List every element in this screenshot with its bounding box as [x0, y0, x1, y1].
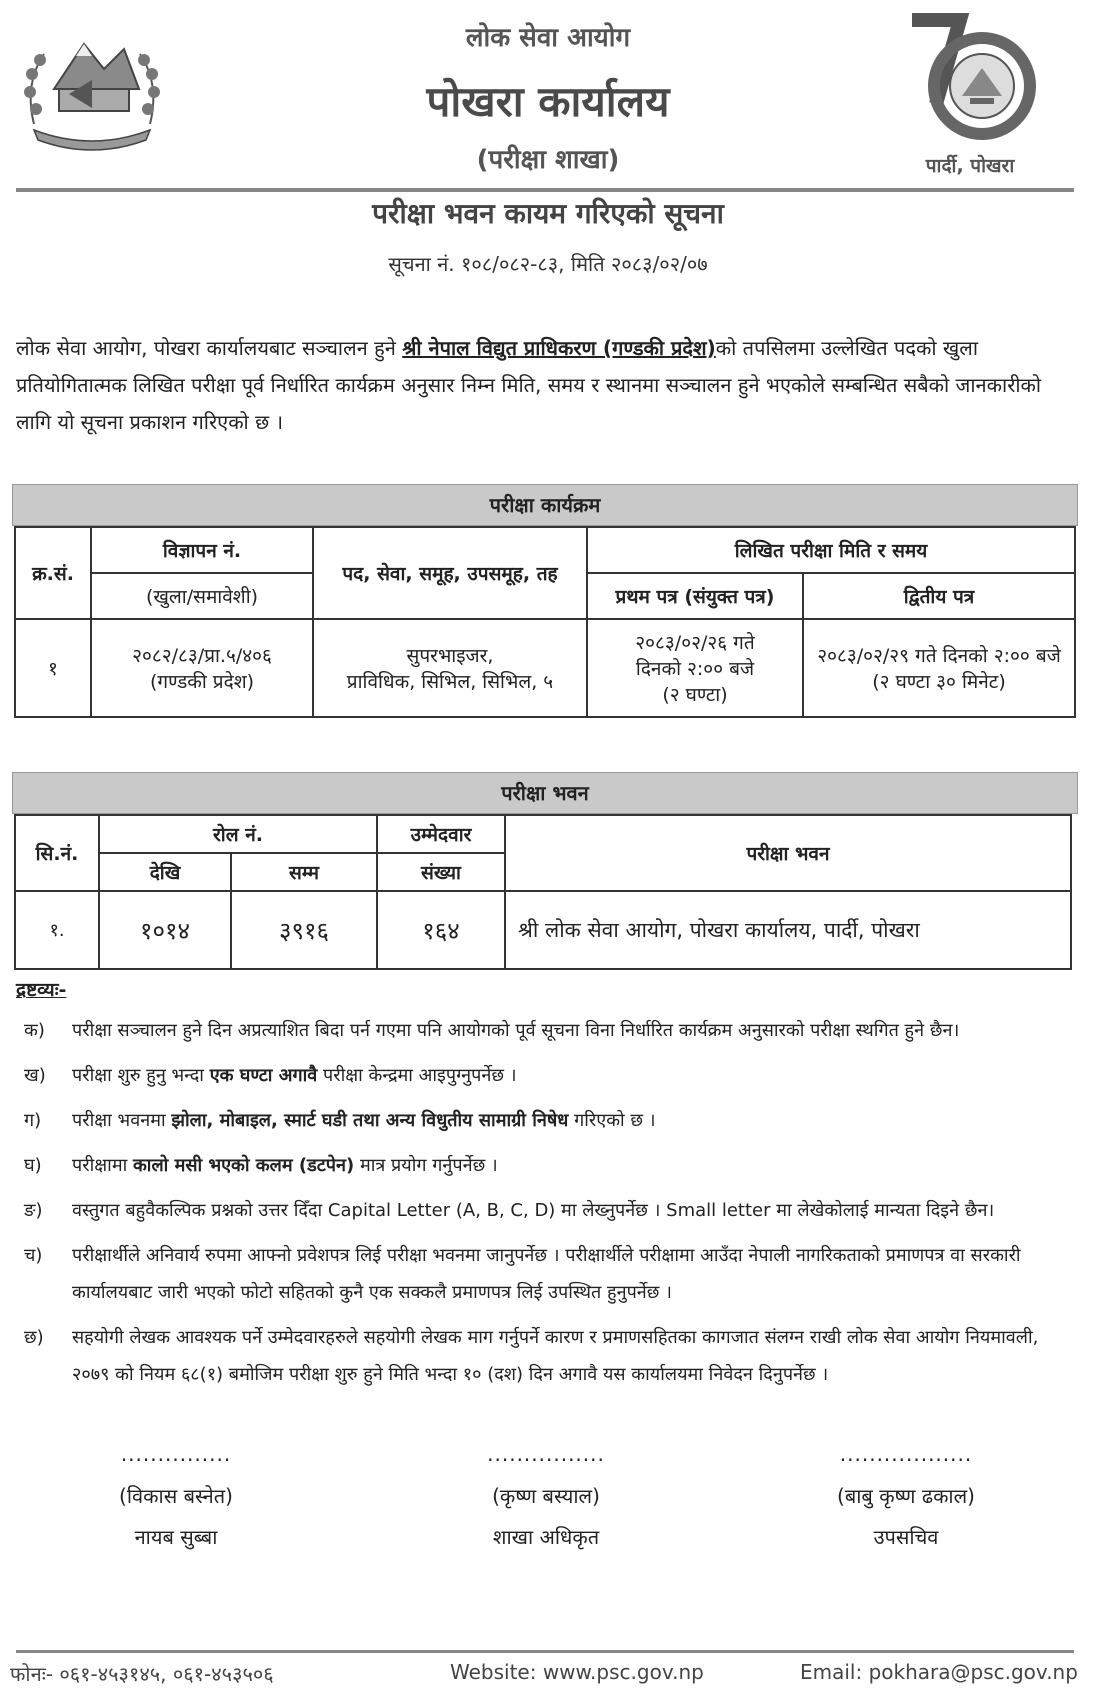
- note-text: [72, 1147, 1076, 1184]
- signature-line: ..................: [839, 1442, 973, 1466]
- note-text-pre: परीक्षामा: [72, 1155, 133, 1176]
- notice-reference: सूचना नं. १०८/०८२-८३, मिति २०८३/०२/०७: [388, 252, 708, 276]
- note-text: [72, 1237, 1076, 1311]
- notes-heading: द्रष्टव्यः-: [16, 979, 67, 1001]
- note-label: घ): [24, 1155, 42, 1176]
- col-sn: क्र.सं.: [15, 527, 91, 619]
- note-text-bold: कालो मसी भएको कलम (डटपेन): [132, 1155, 355, 1176]
- adv-group: (गण्डकी प्रदेश): [149, 671, 255, 693]
- col-count-1: उम्मेदवार: [377, 815, 505, 853]
- nepal-emblem-icon: [14, 14, 170, 154]
- venue-row-from: १०१४: [99, 891, 231, 969]
- signature-2: [416, 1442, 676, 1550]
- note-text-post: गरिएको छ ।: [568, 1110, 656, 1131]
- paper2-datetime: २०८३/०२/२९ गते दिनको २:०० बजे: [817, 645, 1061, 667]
- post-title: सुपरभाइजर,: [406, 645, 494, 667]
- venue-row-count: १६४: [377, 891, 505, 969]
- footer-email[interactable]: Email: pokhara@psc.gov.np: [800, 1660, 1078, 1684]
- footer-divider: [16, 1650, 1074, 1653]
- paper1-date: २०८३/०२/२६ गते: [635, 632, 755, 654]
- note-text: [72, 1319, 1076, 1393]
- note-item: [16, 1319, 1076, 1393]
- signature-3: [776, 1442, 1036, 1550]
- notes-section: [16, 976, 1076, 1401]
- note-label: ख): [24, 1065, 46, 1086]
- col-from: देखि: [99, 853, 231, 891]
- note-text-pre: परीक्षा भवनमा: [72, 1110, 172, 1131]
- office-name: पोखरा कार्यालय: [426, 77, 670, 126]
- note-text-pre: परीक्षा सञ्चालन हुने दिन अप्रत्याशित बिदा पर्न गएमा पनि आयोगको पूर्व सूचना विना निर्धारित कार्यक्रम अनुसारको परीक्षा स्थगित हुने छैन।: [72, 1020, 960, 1041]
- note-text-pre: सहयोगी लेखक आवश्यक पर्ने उम्मेदवारहरुले सहयोगी लेखक माग गर्नुपर्ने कारण र प्रमाणसहितका कागजात संलग्न राखी लोक सेवा आयोग नियमावली, २०७९ को नियम ६८(१) बमोजिम परीक्षा शुरु हुने मिति भन्दा १० (दश) दिन अगावै यस कार्यालयमा निवेदन दिनुपर्नेछ ।: [72, 1327, 1039, 1385]
- row-post: [313, 619, 587, 717]
- note-text-pre: परीक्षार्थीले अनिवार्य रुपमा आफ्नो प्रवेशपत्र लिई परीक्षा भवनमा जानुपर्नेछ । परीक्षार्थीले परीक्षामा आउँदा नेपाली नागरिकताको प्रमाणपत्र वा सरकारी कार्यालयबाट जारी भएको फोटो सहितको कुनै एक सक्कलै प्रमाणपत्र लिई उपस्थित हुनुपर्नेछ ।: [72, 1245, 1021, 1303]
- venue-caption: परीक्षा भवन: [12, 772, 1078, 814]
- signature-line: ...............: [120, 1442, 232, 1466]
- psc-75-years-logo-icon: [900, 6, 1040, 158]
- para-text-post: को तपसिलमा उल्लेखित पदको खुला प्रतियोगितात्मक लिखित परीक्षा पूर्व निर्धारित कार्यक्रम अनुसार निम्न मिति, समय र स्थानमा सञ्चालन हुने भएकोले सम्बन्धित सबैको जानकारीको लागि यो सूचना प्रकाशन गरिएको छ ।: [16, 336, 1042, 434]
- venue-row-sn: १.: [15, 891, 99, 969]
- note-text-pre: वस्तुगत बहुवैकल्पिक प्रश्नको उत्तर दिँदा Capital Letter (A, B, C, D) मा लेख्नुपर्नेछ । Small letter मा लेखेकोलाई मान्यता दिइने छैन।: [72, 1200, 995, 1221]
- paper1-duration: (२ घण्टा): [662, 684, 728, 706]
- signatory-title: नायब सुब्बा: [134, 1525, 218, 1549]
- paper2-duration: (२ घण्टा ३० मिनेट): [872, 671, 1006, 693]
- table-row: [15, 891, 1071, 969]
- signatory-name: (विकास बस्नेत): [119, 1484, 233, 1508]
- col-adv: विज्ञापन नं.: [91, 527, 313, 573]
- signatory-title: उपसचिव: [873, 1525, 939, 1549]
- org-name: लोक सेवा आयोग: [465, 23, 631, 53]
- col-exam-date: लिखित परीक्षा मिति र समय: [587, 527, 1075, 573]
- note-label: च): [24, 1245, 43, 1266]
- schedule-table: [14, 526, 1076, 718]
- signatory-name: (बाबु कृष्ण ढकाल): [837, 1484, 975, 1508]
- note-label: छ): [24, 1327, 44, 1348]
- footer-phone: फोनः- ०६१-४५३१४५, ०६१-४५३५०६: [10, 1662, 274, 1686]
- para-text-bold: श्री नेपाल विद्युत प्राधिकरण (गण्डकी प्रदेश): [402, 336, 716, 360]
- col-venue: परीक्षा भवन: [505, 815, 1071, 891]
- post-details: प्राविधिक, सिभिल, सिभिल, ५: [346, 671, 554, 693]
- signatory-title: शाखा अधिकृत: [492, 1525, 600, 1549]
- col-post: पद, सेवा, समूह, उपसमूह, तह: [313, 527, 587, 619]
- schedule-caption: परीक्षा कार्यक्रम: [12, 484, 1078, 526]
- footer-website[interactable]: Website: www.psc.gov.np: [450, 1660, 704, 1684]
- note-text-post: परीक्षा केन्द्रमा आइपुग्नुपर्नेछ ।: [317, 1065, 517, 1086]
- signatory-name: (कृष्ण बस्याल): [492, 1484, 600, 1508]
- note-text-post: मात्र प्रयोग गर्नुपर्नेछ ।: [354, 1155, 498, 1176]
- col-paper1: प्रथम पत्र (संयुक्त पत्र): [587, 573, 803, 619]
- row-paper2: [803, 619, 1075, 717]
- note-text-pre: परीक्षा शुरु हुनु भन्दा: [72, 1065, 210, 1086]
- col-count-2: संख्या: [377, 853, 505, 891]
- paper1-time: दिनको २:०० बजे: [635, 658, 755, 680]
- header-divider: [16, 188, 1074, 192]
- branch-name: (परीक्षा शाखा): [476, 145, 620, 175]
- para-text-pre: लोक सेवा आयोग, पोखरा कार्यालयबाट सञ्चालन हुने: [16, 336, 403, 360]
- note-text: [72, 1102, 1076, 1139]
- signature-line: ................: [487, 1442, 605, 1466]
- note-item: [16, 1012, 1076, 1049]
- note-item: [16, 1192, 1076, 1229]
- office-location: पार्दी, पोखरा: [925, 155, 1015, 177]
- venue-row-to: ३९१६: [231, 891, 377, 969]
- notice-title: परीक्षा भवन कायम गरिएको सूचना: [372, 197, 724, 230]
- note-item: [16, 1237, 1076, 1311]
- col-sn: सि.नं.: [15, 815, 99, 891]
- col-to: सम्म: [231, 853, 377, 891]
- note-text-bold: झोला, मोबाइल, स्मार्ट घडी तथा अन्य विधुतीय सामाग्री निषेध: [171, 1110, 569, 1131]
- notice-paragraph: [16, 330, 1076, 441]
- col-adv-sub: (खुला/समावेशी): [91, 573, 313, 619]
- note-item: [16, 1057, 1076, 1094]
- note-text-bold: एक घण्टा अगावै: [209, 1065, 318, 1086]
- note-text: [72, 1057, 1076, 1094]
- table-row: [15, 619, 1075, 717]
- row-adv: [91, 619, 313, 717]
- col-roll: रोल नं.: [99, 815, 377, 853]
- note-item: [16, 1102, 1076, 1139]
- adv-number: २०८२/८३/प्रा.५/४०६: [132, 645, 272, 667]
- signature-1: [46, 1442, 306, 1550]
- row-paper1: [587, 619, 803, 717]
- note-label: ग): [24, 1110, 42, 1131]
- notes-list: [16, 1012, 1076, 1393]
- note-item: [16, 1147, 1076, 1184]
- note-text: [72, 1012, 1076, 1049]
- note-text: [72, 1192, 1076, 1229]
- note-label: क): [24, 1020, 45, 1041]
- venue-table: [14, 814, 1072, 970]
- col-paper2: द्वितीय पत्र: [803, 573, 1075, 619]
- venue-row-place: श्री लोक सेवा आयोग, पोखरा कार्यालय, पार्दी, पोखरा: [505, 891, 1071, 969]
- note-label: ङ): [24, 1200, 43, 1221]
- row-sn: १: [15, 619, 91, 717]
